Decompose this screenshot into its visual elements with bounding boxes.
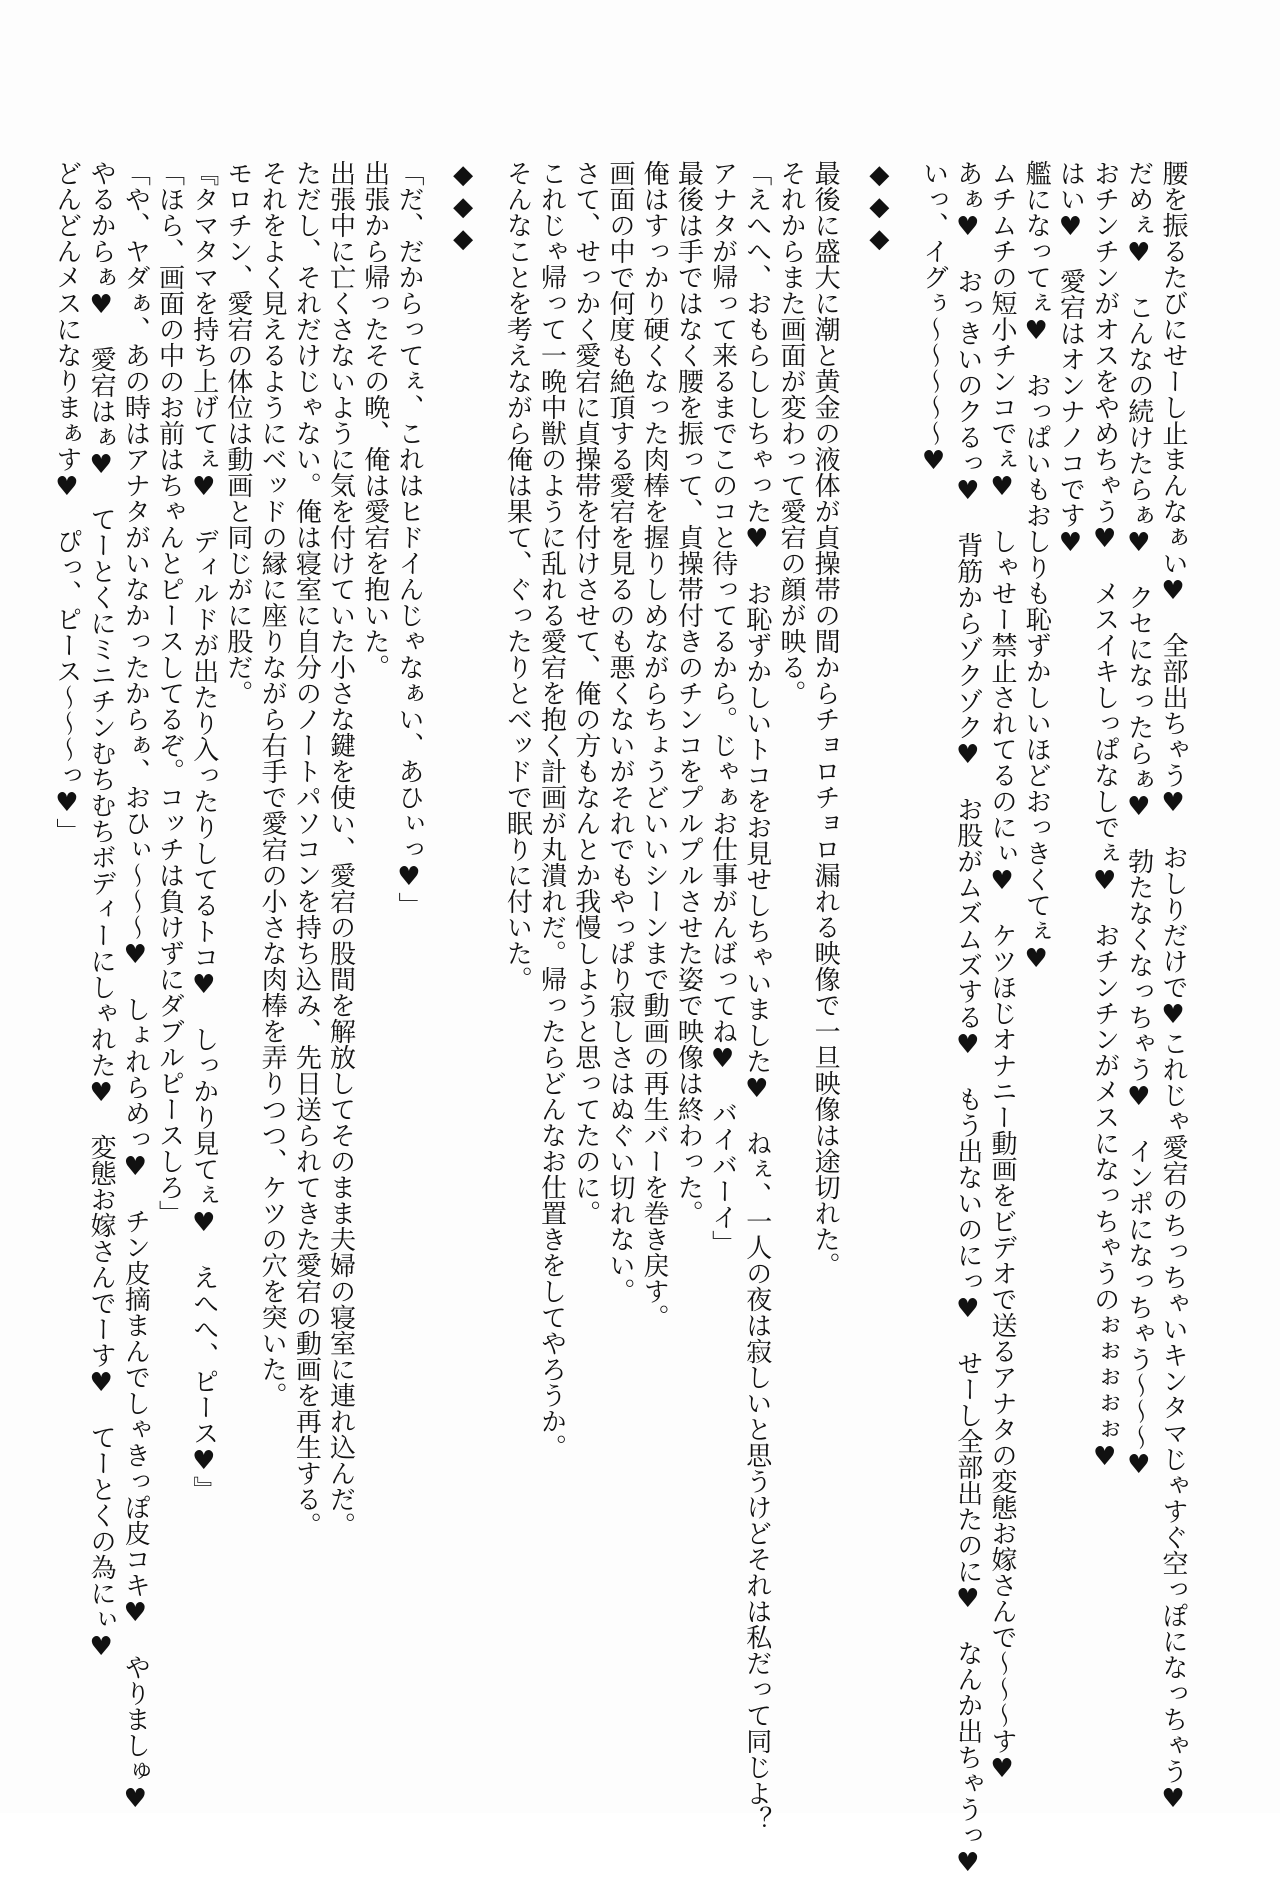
section-separator: ◆◆◆ [864,160,895,256]
text-line: それをよく見えるようにベッドの縁に座りながら右手で愛宕の小さな肉棒を弄りつつ、ケツの穴を突いた。 [257,160,288,1408]
text-line: あぁ♥ おっきいのクるっ♥ 背筋からゾクゾク♥ お股がムズムズする♥ もう出ないのにっ♥ せーし全部出たのに♥ なんか出ちゃうっ♥ [952,160,983,1878]
text-line: そんなことを考えながら俺は果て、ぐったりとベッドで眠りに付いた。 [502,160,533,992]
text-line: だめぇ♥ こんなの続けたらぁ♥ クセになったらぁ♥ 勃たなくなっちゃう♥ インポになっちゃう～～～♥ [1123,160,1154,1480]
text-line: 画面の中で何度も絶頂する愛宕を見るのも悪くないがそれでもやっぱり寂しさはぬぐい切れない。 [604,160,635,1304]
text-line: モロチン、愛宕の体位は動画と同じがに股だ。 [222,160,253,706]
text-line: 最後に盛大に潮と黄金の液体が貞操帯の間からチョロチョロ漏れる映像で一旦映像は途切れた。 [810,160,841,1278]
text-line: 「や、ヤダぁ、あの時はアナタがいなかったからぁ、おひぃ～～～♥ しょれらめっ♥ チン皮摘まんでしゃきっぽ皮コキ♥ やりましゅ♥ [120,160,151,1814]
text-line: それからまた画面が変わって愛宕の顔が映る。 [775,160,806,706]
text-line: これじゃ帰って一晩中獣のように乱れる愛宕を抱く計画が丸潰れだ。帰ったらどんなお仕置きをしてやろうか。 [536,160,567,1460]
text-line: さて、せっかく愛宕に貞操帯を付けさせて、俺の方もなんとか我慢しようと思ってたのに。 [570,160,601,1226]
text-line: 艦になってぇ♥ おっぱいもおしりも恥ずかしいほどおっきくてぇ♥ [1021,160,1052,974]
text-line: 『タマタマを持ち上げてぇ♥ ディルドが出たり入ったりしてるトコ♥ しっかり見てぇ♥ えへへ、ピース♥』 [188,160,219,1502]
text-line: 「えへへ、おもらししちゃった♥ お恥ずかしいトコをお見せしちゃいました♥ ねぇ、一人の夜は寂しいと思うけどそれは私だって同じよ？ [741,160,772,1832]
text-line: いっ、イグぅ～～～～～♥ [918,160,949,476]
text-line: やるからぁ♥ 愛宕はぁ♥ てーとくにミニチンむちむちボディーにしゃれた♥ 変態お嫁さんでーす♥ てーとくの為にぃ♥ [86,160,117,1662]
section-separator: ◆◆◆ [448,160,479,256]
text-line: ただし、それだけじゃない。俺は寝室に自分のノートパソコンを持ち込み、先日送られてきた愛宕の動画を再生する。 [291,160,322,1538]
text-line: アナタが帰って来るまでこのコと待ってるから。じゃぁお仕事がんばってね♥ バイバーイ」 [707,160,738,1256]
text-line: 「ほら、画面の中のお前はちゃんとピースしてるぞ。コッチは負けずにダブルピースしろ」 [154,160,185,1226]
text-line: おチンチンがオスをやめちゃう♥ メスイキしっぱなしでぇ♥ おチンチンがメスになっちゃうのぉぉぉぉぉ♥ [1089,160,1120,1472]
text-line: ムチムチの短小チンコでぇ♥ しゃせー禁止されてるのにぃ♥ ケツほじオナニー動画をビデオで送るアナタの変態お嫁さんで～～～す♥ [986,160,1017,1784]
text-line: 出張中に亡くさないように気を付けていた小さな鍵を使い、愛宕の股間を解放してそのまま夫婦の寝室に連れ込んだ。 [325,160,356,1538]
text-line: はい♥ 愛宕はオンナノコです♥ [1055,160,1086,558]
text-line: 最後は手ではなく腰を振って、貞操帯付きのチンコをプルプルさせた姿で映像は終わった。 [673,160,704,1226]
text-line: どんどんメスになりまぁす♥ ぴっ、ピース～～～っ♥」 [51,160,82,844]
text-line: 「だ、だからってぇ、これはヒドイんじゃなぁい、あひぃっ♥」 [393,160,424,918]
text-line: 出張から帰ったその晩、俺は愛宕を抱いた。 [359,160,390,680]
text-line: 腰を振るたびにせーし止まんなぁい♥ 全部出ちゃう♥ おしりだけで♥これじゃ愛宕のちっちゃいキンタマじゃすぐ空っぽになっちゃう♥ [1158,160,1188,1814]
vertical-text-body [50,160,1190,1878]
text-line: 俺はすっかり硬くなった肉棒を握りしめながらちょうどいいシーンまで動画の再生バーを巻き戻す。 [639,160,670,1330]
